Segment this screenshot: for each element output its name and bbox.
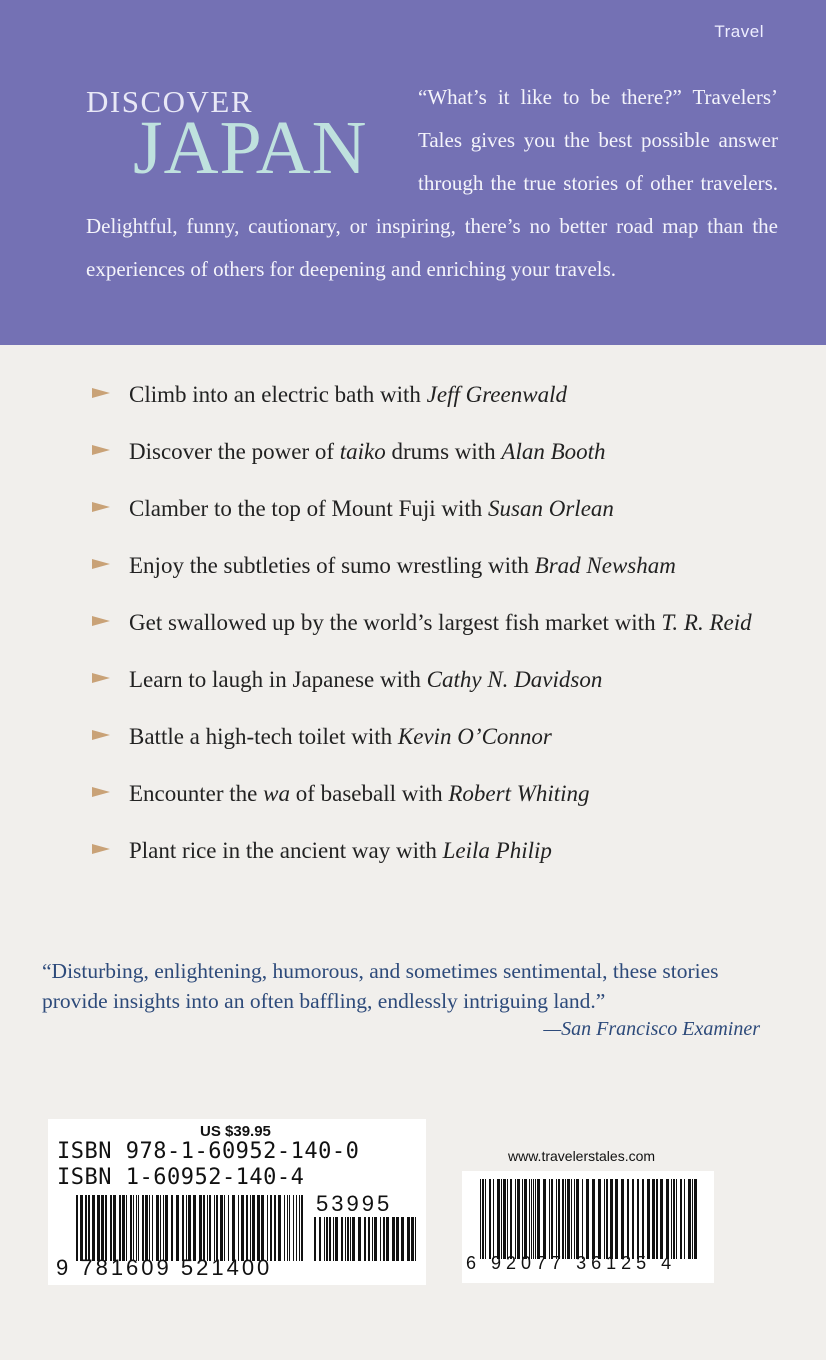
publisher-website: www.travelerstales.com [508, 1148, 656, 1164]
arrow-bullet-icon [92, 787, 110, 797]
upc-barcode-icon [480, 1179, 698, 1259]
list-item: Enjoy the subtleties of sumo wrestling with Brad Newsham [92, 551, 752, 580]
list-item: Encounter the wa of baseball with Robert Whiting [92, 779, 752, 808]
quote-attribution: —San Francisco Examiner [543, 1018, 760, 1040]
upc-barcode-panel [462, 1171, 714, 1283]
header-band [0, 0, 826, 345]
arrow-bullet-icon [92, 388, 110, 398]
title-spacer [86, 76, 418, 201]
price-label: US $39.95 [200, 1123, 271, 1140]
list-item: Learn to laugh in Japanese with Cathy N. Davidson [92, 665, 752, 694]
title-japan: JAPAN [133, 106, 368, 190]
arrow-bullet-icon [92, 673, 110, 683]
review-quote: “Disturbing, enlightening, humorous, and sometimes sentimental, these stories provide insights into an often baffling, endlessly intriguing land.” [42, 959, 719, 1013]
arrow-bullet-icon [92, 502, 110, 512]
isbn13-label: ISBN 978-1-60952-140-0 [57, 1139, 360, 1164]
isbn-barcode-panel [48, 1119, 426, 1285]
list-item: Discover the power of taiko drums with Alan Booth [92, 437, 752, 466]
list-item: Get swallowed up by the world’s largest fish market with T. R. Reid [92, 608, 752, 637]
intro-text: “What’s it like to be there?” Travelers’ Tales gives you the best possible answer through the true stories of other travelers. Delightful, funny, cautionary, or inspiring, there’s no better road map than the experiences of others for deepening and enriching your travels. [86, 85, 778, 281]
list-item: Clamber to the top of Mount Fuji with Susan Orlean [92, 494, 752, 523]
category-label: Travel [714, 22, 764, 41]
arrow-bullet-icon [92, 559, 110, 569]
addon-digits: 53995 [316, 1191, 393, 1216]
addon-barcode-icon [314, 1217, 418, 1261]
arrow-bullet-icon [92, 616, 110, 626]
arrow-bullet-icon [92, 730, 110, 740]
intro-paragraph [86, 76, 778, 291]
upc-digits: 6 92077 36125 4 [466, 1253, 677, 1273]
list-item: Battle a high-tech toilet with Kevin O’Connor [92, 722, 752, 751]
title-discover: DISCOVER [86, 84, 254, 119]
list-item: Plant rice in the ancient way with Leila Philip [92, 836, 752, 865]
isbn10-label: ISBN 1-60952-140-4 [57, 1165, 305, 1190]
arrow-bullet-icon [92, 844, 110, 854]
arrow-bullet-icon [92, 445, 110, 455]
ean-digits: 9 781609 521400 [56, 1255, 273, 1280]
highlights-list [92, 380, 752, 893]
list-item: Climb into an electric bath with Jeff Greenwald [92, 380, 752, 409]
ean-barcode-icon [76, 1195, 306, 1261]
